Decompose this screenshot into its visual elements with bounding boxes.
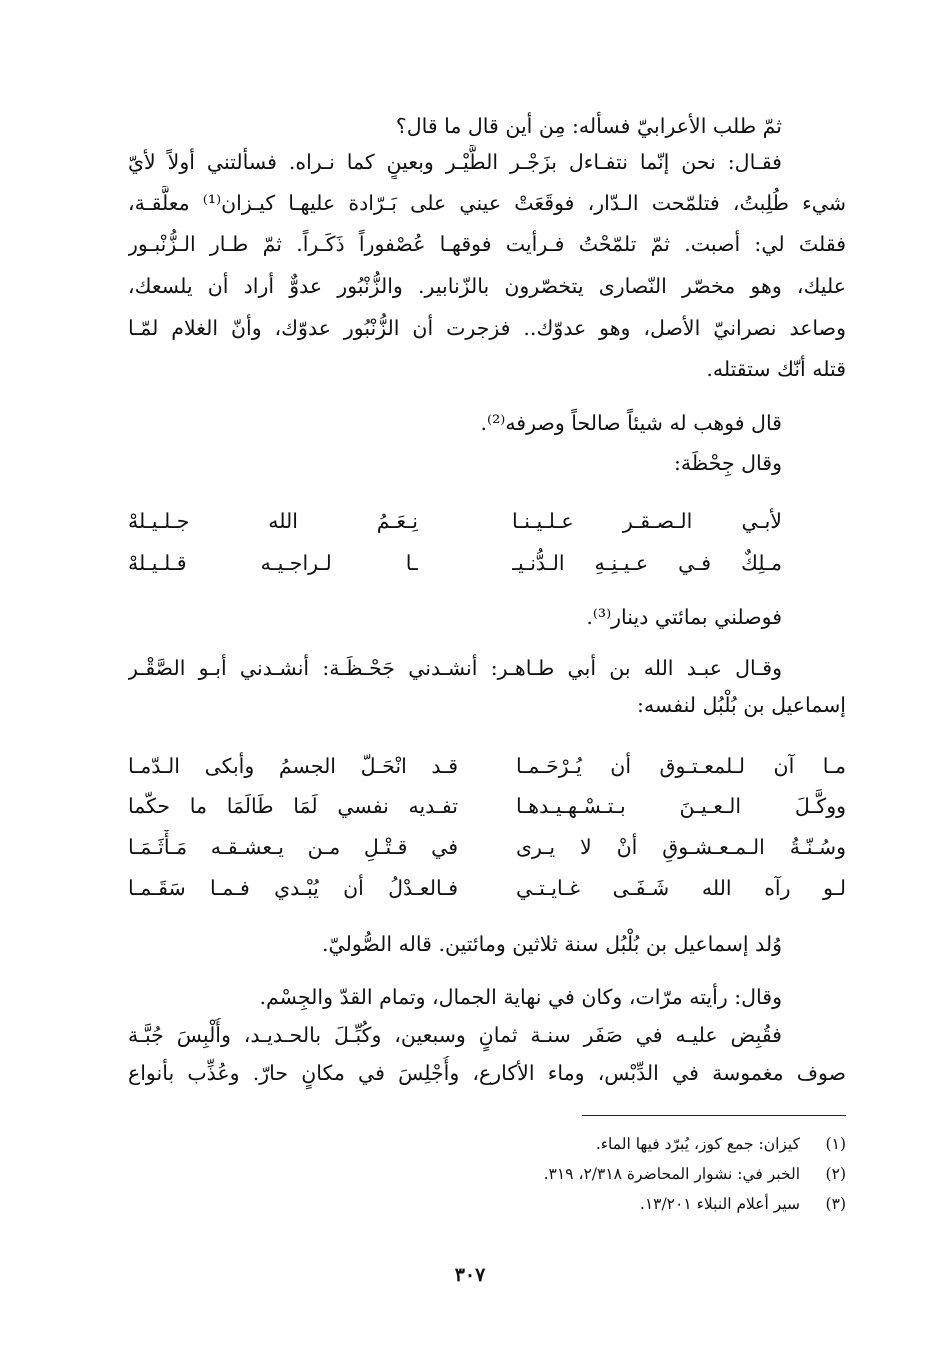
verse-second-hemistich: تفـديه نفسي لَمَا طَالَمَا ما حكّما <box>128 794 458 818</box>
page-number: ٣٠٧ <box>454 1264 486 1286</box>
footnote-text: كيزان: جمع كوز، يُبرّد فيها الماء. <box>595 1135 800 1153</box>
footnote-text: سير أعلام النبلاء ١٣/٢٠١. <box>639 1195 800 1213</box>
paragraph-2 <box>128 406 846 486</box>
verse-row <box>128 871 846 905</box>
footnote <box>346 1161 846 1187</box>
verse-first-hemistich: مـا آن لـلمعـتـوق أن يُـرْحَـمـا <box>516 754 846 778</box>
footnote-text: الخبر في: نشوار المحاضرة ٢/٣١٨، ٣١٩. <box>543 1165 800 1183</box>
verse-row <box>128 830 846 864</box>
verse-second-hemistich: نِـعَـمُ الله جـلـيـلهْ <box>128 509 418 533</box>
text-line: فقُبِض عليـه في صَفَر سنـة ثمانٍ وسبعين، وكُبِّـلَ بالحـديـد، وأُلْبِسَ جُبَّـة <box>128 1023 782 1047</box>
text-line: فوصلني بمائتي دينار⁽³⁾. <box>586 605 782 629</box>
footnote-divider <box>582 1115 846 1116</box>
verse-row <box>128 789 846 823</box>
paragraph-5 <box>128 927 846 967</box>
footnote-number: (٢) <box>825 1165 846 1183</box>
paragraph-4 <box>128 651 846 731</box>
verse-row <box>128 546 846 580</box>
text-line: وقال جِحْظَة: <box>674 451 782 475</box>
text-line: وصاعد نصرانيّ الأصل، وهو عدوّك.. فزجرت أن الزُّنْبُور عدوّك، وأنّ الغلام لمّـا <box>128 316 846 340</box>
verse-row <box>128 749 846 783</box>
verse-second-hemistich: ـا لـراجـيـه قـلـيـلهْ <box>128 551 418 575</box>
verse-first-hemistich: لـو رآه الله شَـفَـى غـايـتـي <box>516 876 846 900</box>
text-line: صوف مغموسة في الدِّبْس، وماء الأكارع، وأُجْلِسَ في مكانٍ حارّ. وعُذِّب بأنواع <box>128 1061 846 1085</box>
text-line: وُلد إسماعيل بن بُلْبُل سنة ثلاثين ومائتين. قاله الصُّوليّ. <box>321 932 782 956</box>
text-line: وقـال عبـد الله بن أبي طـاهـر: أنشـدني جَحْـظَـة: أنشـدني أبـو الصَّقْـر <box>128 656 782 680</box>
text-line: إسماعيل بن بُلْبُل لنفسه: <box>637 693 846 717</box>
footnote <box>346 1131 846 1157</box>
text-line: قال فوهب له شيئاً صالحاً وصرفه⁽²⁾. <box>480 411 782 435</box>
text-line: وقال: رأيته مرّات، وكان في نهاية الجمال، وتمام القدّ والجِسْم. <box>259 985 782 1009</box>
text-line: عليك، وهو مخصّر النّصارى يتخصّرون بالزّنابير. والزُّنْبُور عدوٌّ أراد أن يلسعك، <box>128 274 846 298</box>
verse-second-hemistich: في قـتْـلِ مـن يـعشـقـه مَـأْثَـمَـا <box>128 835 458 859</box>
paragraph-6 <box>128 980 846 1100</box>
footnote-number: (١) <box>825 1135 846 1153</box>
verse-second-hemistich: قـد انْحَـلّ الجسمُ وأبكى الـدّمـا <box>128 754 458 778</box>
verse-first-hemistich: ووكَّـلَ الـعـيـنَ بـتـسْـهـيـدهـا <box>516 794 846 818</box>
paragraph-1 <box>128 109 846 389</box>
text-line: قتله أنّك ستقتله. <box>706 357 846 381</box>
verse-first-hemistich: لأبـي الـصـقـر عـلـيـنـا <box>512 509 782 533</box>
paragraph-3 <box>128 600 846 640</box>
verse-row <box>128 504 846 538</box>
text-line: شيء طُلِبتُ، فتلمّحت الـدّار، فوقَعَتْ عيني على بَـرّادة عليهـا كيـزان⁽¹⁾ معلَّقـة، <box>128 191 846 215</box>
text-line: فقـال: نحن إنّما نتفـاءل بزَجْـر الطَّيْـر وبعينٍ كما نـراه. فسألتني أولاً لأيّ <box>128 150 782 174</box>
text-line: ثمّ طلب الأعرابيّ فسأله: مِن أين قال ما قال؟ <box>395 114 782 138</box>
footnote-number: (٣) <box>825 1195 846 1213</box>
verse-first-hemistich: مـلِكٌ فـي عـيـنِـهِ الـدُّنـيـ <box>512 551 782 575</box>
footnote <box>346 1191 846 1217</box>
text-line: فقلتَ لي: أصبت. ثمّ تلمّحْتُ فـرأيت فوقهـا عُصْفوراً ذَكَـراً. ثمّ طـار الـزُّنْبـور <box>128 232 846 256</box>
verse-second-hemistich: فـالعـدْلُ أن يُبْـدي فـمـا سَقَـمـا <box>128 876 458 900</box>
verse-first-hemistich: وسُـنّـةُ الـمـعـشـوقِ أنْ لا يـرى <box>516 835 846 859</box>
